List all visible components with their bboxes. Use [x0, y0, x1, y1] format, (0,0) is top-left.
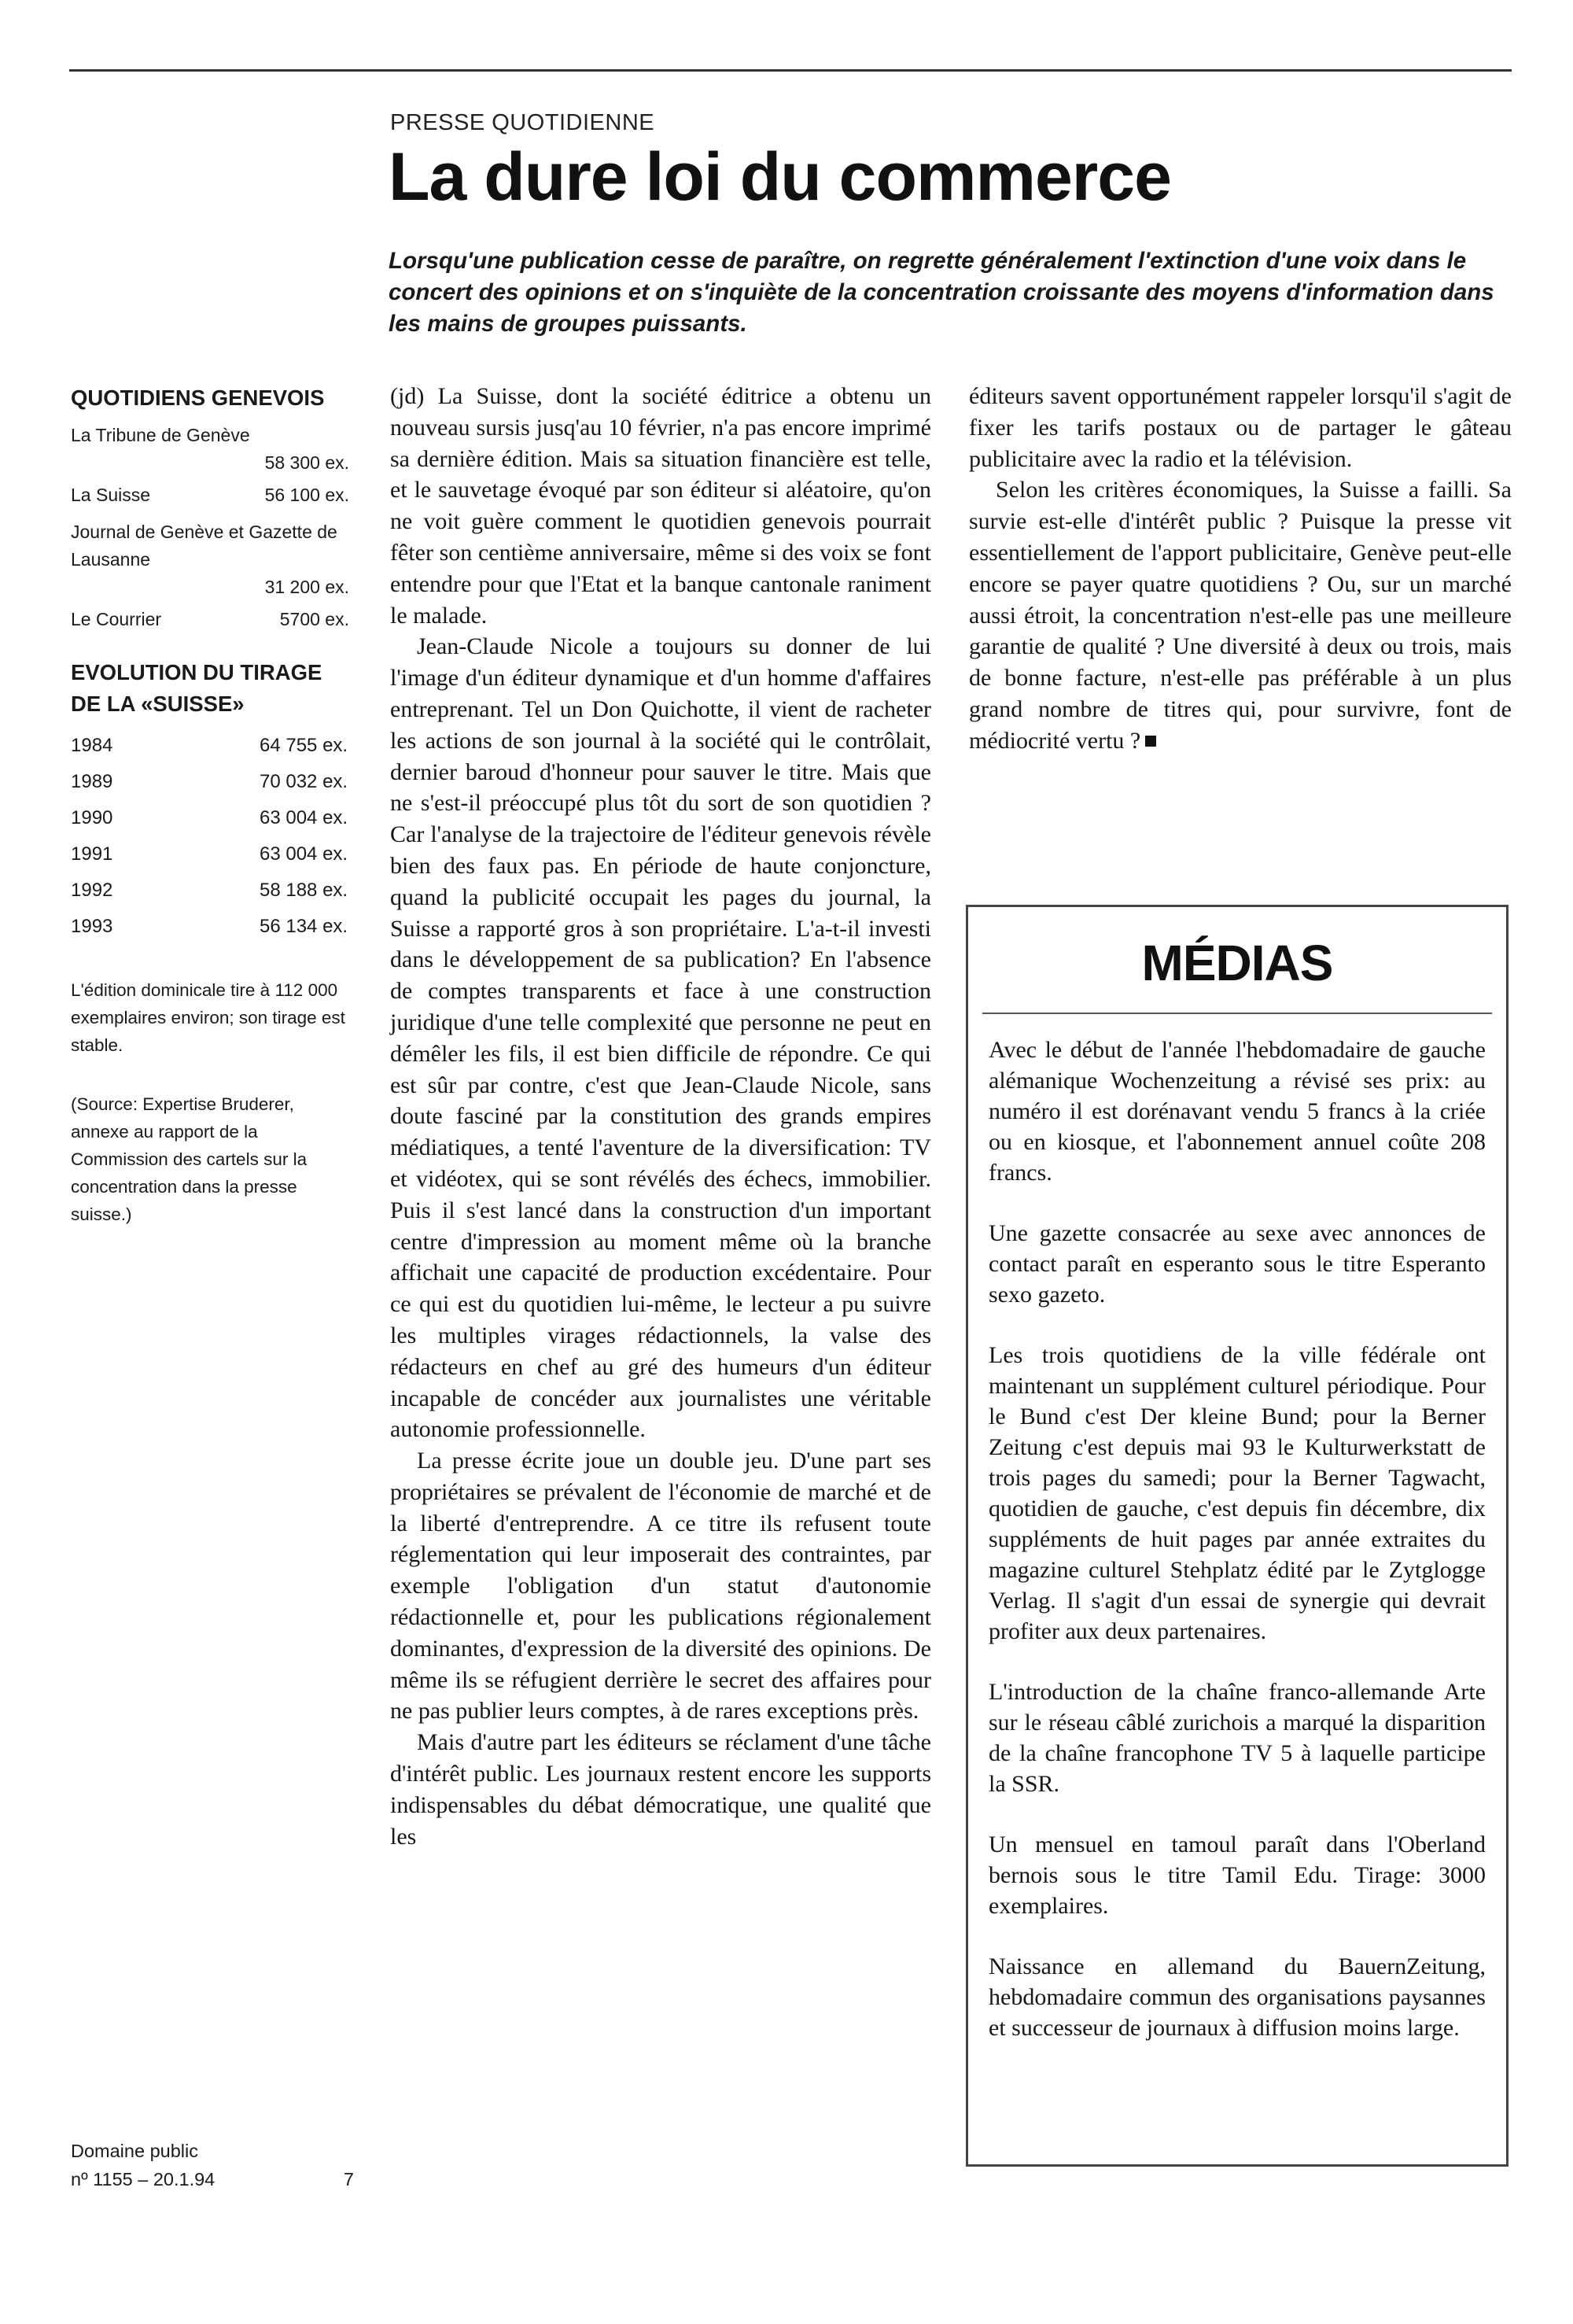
evolution-year: 1992 — [71, 880, 113, 901]
article-lede: Lorsqu'une publication cesse de paraître, on regrette généralement l'extinction d'une voix dans le concert des opinions et on s'inquiète de la concentration croissante des moyens d'information dans les mains de groupes puissants. — [389, 248, 1494, 337]
evolution-heading: EVOLUTION DU TIRAGE DE LA «SUISSE» — [71, 660, 322, 716]
end-of-article-mark — [1145, 736, 1156, 747]
evolution-year: 1989 — [71, 771, 113, 792]
evolution-year: 1993 — [71, 916, 113, 937]
evolution-year: 1990 — [71, 807, 113, 828]
evolution-row — [71, 909, 349, 945]
source-note: (Source: Expertise Bruderer, annexe au rapport de la Commission des cartels sur la concentration dans la presse suisse.) — [71, 1094, 308, 1224]
evolution-row — [71, 764, 349, 800]
article-column-2 — [969, 381, 1512, 757]
daily-name: La Suisse — [71, 485, 151, 505]
dailies-block — [71, 382, 349, 633]
daily-row — [71, 518, 349, 601]
evolution-year: 1984 — [71, 735, 113, 756]
medias-item: Avec le début de l'année l'hebdomadaire de gauche alémanique Wochenzeitung a révisé ses prix: au numéro il est dorénavant vendu 5 francs à la criée ou en kiosque, et l'abonnement annuel coûte 208 francs. — [989, 1037, 1486, 1186]
medias-item: L'introduction de la chaîne franco-allemande Arte sur le réseau câblé zurichois a marqué la disparition de la chaîne francophone TV 5 à laquelle participe la SSR. — [989, 1679, 1486, 1797]
daily-row — [71, 422, 349, 477]
daily-name: Le Courrier — [71, 609, 162, 629]
medias-item: Une gazette consacrée au sexe avec annonces de contact paraît en esperanto sous le titre Esperanto sexo gazeto. — [989, 1220, 1486, 1308]
evolution-circulation: 63 004 ex. — [260, 843, 348, 865]
publication-name: Domaine public — [71, 2141, 198, 2161]
article-paragraph: Mais d'autre part les éditeurs se réclament d'une tâche d'intérêt public. Les journaux restent encore les supports indispensables du débat démocratique, une qualité que les — [390, 1729, 931, 1850]
evolution-row — [71, 800, 349, 836]
daily-circulation: 56 100 ex. — [264, 485, 349, 505]
evolution-circulation: 58 188 ex. — [260, 880, 348, 901]
evolution-circulation: 70 032 ex. — [260, 771, 348, 792]
medias-divider — [982, 1013, 1492, 1014]
article-paragraph: La presse écrite joue un double jeu. D'une part ses propriétaires se prévalent de l'économie de marché et de la liberté d'entreprendre. A ce titre ils refusent toute réglementation qui leur imposerait des contraintes, par exemple l'obligation d'un statut d'autonomie rédactionnelle et, pour les publications régionalement dominantes, d'expression de la diversité des opinions. De même ils se réfugient derrière le secret des affaires pour ne pas publier leurs comptes, à de rares exceptions près. — [390, 1448, 931, 1725]
page-number: 7 — [343, 2169, 354, 2189]
article-paragraph: Jean-Claude Nicole a toujours su donner de lui l'image d'un éditeur dynamique et d'un homme d'affaires entreprenant. Tel un Don Quichotte, il vient de racheter les actions de son journal à la société qui le contrôlait, dernier baroud d'honneur pour sauver le titre. Mais que ne s'est-il préoccupé plus tôt du sort de son quotidien ? Car l'analyse de la trajectoire de l'éditeur genevois révèle bien des faux pas. En période de haute conjoncture, quand la publicité occupait les pages du journal, la Suisse a rapporté gros à son propriétaire. L'a-t-il investi dans le développement de sa publication? En l'absence de comptes transparents et face à une construction juridique d'une telle complexité que personne ne peut en démêler les fils, il est bien difficile de répondre. Ce qui est sûr par contre, c'est que Jean-Claude Nicole, sans doute fasciné par la constitution des grands empires médiatiques, a tenté l'aventure de la diversification: TV et vidéotex, qui se sont révélés des échecs, immobilier. Puis il s'est lancé dans la construction d'un important centre d'impression au moment même où la branche affichait une capacité de production excédentaire. Pour ce qui est du quotidien lui-même, le lecteur a pu suivre les multiples virages rédactionnels, la valse des rédacteurs en chef au gré des humeurs d'un éditeur incapable de concéder aux journalistes une véritable autonomie professionnelle. — [390, 633, 931, 1443]
section-kicker: PRESSE QUOTIDIENNE — [390, 110, 655, 135]
article-headline: La dure loi du commerce — [389, 139, 1171, 215]
article-paragraph-text: Selon les critères économiques, la Suisse a failli. Sa survie est-elle d'intérêt public ? Puisque la presse vit essentiellement de l'apport publicitaire, Genève peut-elle encore se payer quatre quotidiens ? Ou, sur un marché aussi étroit, la concentration n'est-elle pas une meilleure garantie de qualité ? Une diversité à deux ou trois, mais de bonne facture, n'est-elle pas préférable à un plus grand nombre de titres qui, pour survivre, font de médiocrité vertu ? — [969, 477, 1512, 754]
daily-circulation: 31 200 ex. — [264, 577, 349, 597]
daily-name: Journal de Genève et Gazette de Lausanne — [71, 522, 337, 570]
evolution-block — [71, 657, 349, 945]
evolution-row — [71, 872, 349, 909]
medias-box — [966, 905, 1509, 2167]
top-rule — [69, 69, 1512, 72]
evolution-circulation: 63 004 ex. — [260, 807, 348, 828]
medias-title: MÉDIAS — [1141, 935, 1333, 991]
article-column-1 — [390, 381, 931, 1852]
page-footer — [71, 2137, 354, 2193]
sidebar — [71, 382, 349, 1228]
daily-circulation: 58 300 ex. — [264, 452, 349, 473]
daily-row — [71, 606, 349, 633]
medias-item: Les trois quotidiens de la ville fédérale ont maintenant un supplément culturel périodique. Pour le Bund c'est Der kleine Bund; pour la Berner Zeitung c'est depuis mai 93 le Kulturwerkstatt de trois pages du samedi; pour la Berner Tagwacht, quotidien de gauche, c'est depuis fin décembre, dix suppléments de huit pages par année extraites du magazine culturel Stehplatz édité par le Zytglogge Verlag. Il s'agit d'un essai de synergie qui devrait profiter aux deux partenaires. — [989, 1342, 1486, 1644]
evolution-year: 1991 — [71, 843, 113, 865]
daily-circulation: 5700 ex. — [279, 609, 349, 629]
dailies-heading: QUOTIDIENS GENEVOIS — [71, 385, 325, 410]
evolution-circulation: 64 755 ex. — [260, 735, 348, 756]
sunday-edition-note: L'édition dominicale tire à 112 000 exemplaires environ; son tirage est stable. — [71, 980, 345, 1055]
medias-item: Un mensuel en tamoul paraît dans l'Oberland bernois sous le titre Tamil Edu. Tirage: 3000 exemplaires. — [989, 1832, 1486, 1919]
evolution-row — [71, 728, 349, 764]
daily-row — [71, 481, 349, 509]
evolution-row — [71, 836, 349, 872]
article-paragraph-final — [969, 474, 1512, 756]
article-paragraph: (jd) La Suisse, dont la société éditrice a obtenu un nouveau sursis jusq'au 10 février, n'a pas encore imprimé sa dernière édition. Mais sa situation financière est telle, et le sauvetage évoqué par son éditeur si aléatoire, qu'on ne voit guère comment le quotidien genevois pourrait fêter son centième anniversaire, même si des voix se font entendre pour que l'Etat et la banque cantonale raniment le malade. — [390, 383, 931, 629]
daily-name: La Tribune de Genève — [71, 425, 250, 445]
issue-info: nº 1155 – 20.1.94 — [71, 2169, 216, 2189]
medias-item: Naissance en allemand du BauernZeitung, hebdomadaire commun des organisations paysannes et successeur de journaux à diffusion moins large. — [989, 1953, 1486, 2041]
article-paragraph: éditeurs savent opportunément rappeler lorsqu'il s'agit de fixer les tarifs postaux ou de partager le gâteau publicitaire avec la radio et la télévision. — [969, 383, 1512, 472]
evolution-circulation: 56 134 ex. — [260, 916, 348, 937]
